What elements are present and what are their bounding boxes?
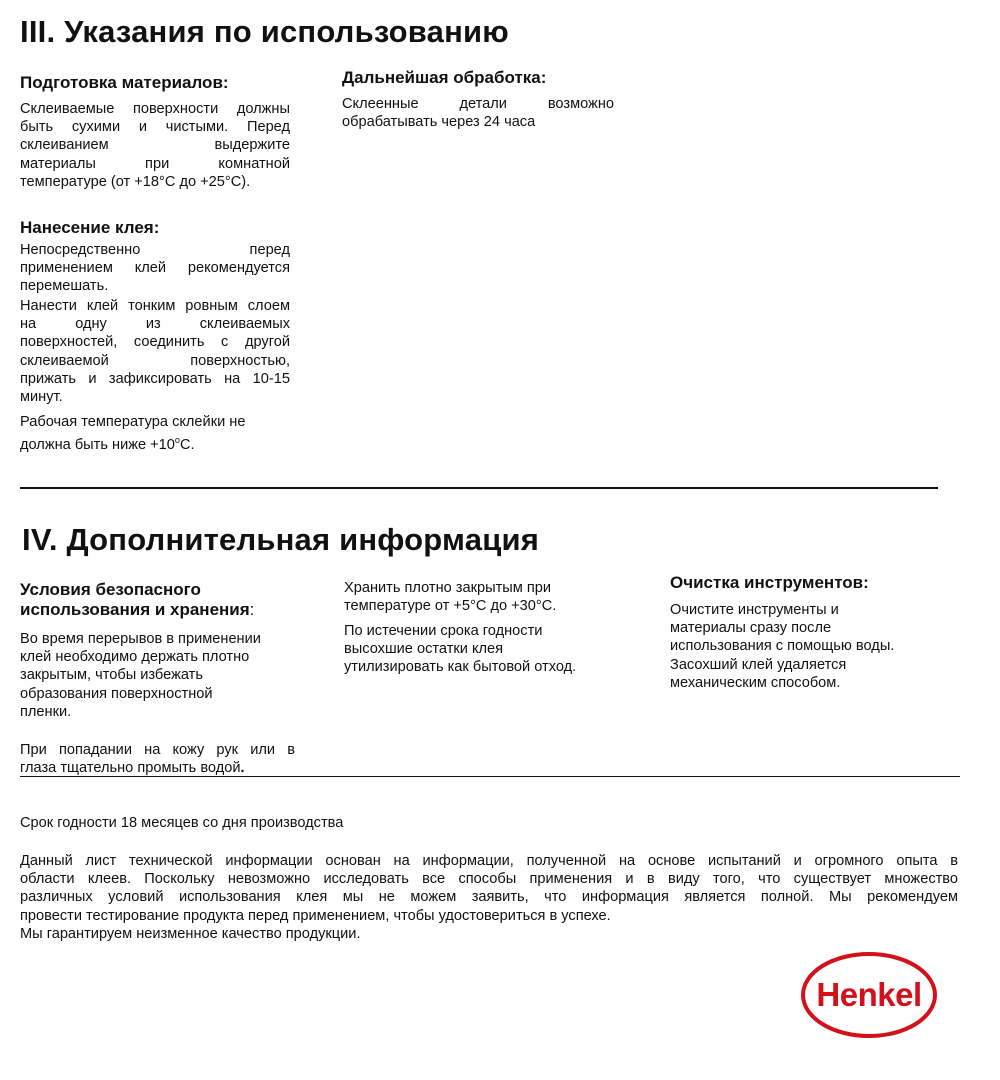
prep-line: Склеиваемые поверхности должны: [20, 101, 290, 117]
safety-heading-colon: :: [249, 600, 255, 619]
cleaning-text: [670, 601, 940, 692]
apply-line: перемешать.: [20, 278, 109, 295]
storage-line: По истечении срока годности: [344, 623, 543, 639]
prep-line: температуре (от +18°С до +25°С).: [20, 173, 251, 190]
apply-line: прижать и зафиксировать на 10-15: [20, 370, 290, 387]
prep-line: склеиванием выдержите: [20, 137, 290, 154]
safety-text-2: [20, 741, 295, 777]
apply-line: Непосредственно перед: [20, 242, 290, 258]
safety-line: [20, 759, 295, 777]
disclaimer-line: области клеев. Поскольку невозможно исследовать все способы применения и в виду того, что существует множество: [20, 871, 958, 888]
apply-line: Нанести клей тонким ровным слоем: [20, 298, 290, 314]
cleaning-line: Засохший клей удаляется: [670, 656, 847, 673]
storage-text-1: [344, 579, 614, 615]
storage-line: температуре от +5°С до +30°С.: [344, 598, 557, 615]
apply-line: на одну из склеиваемых: [20, 316, 290, 333]
section-divider: [20, 487, 938, 489]
apply-line: поверхностей, соединить с другой: [20, 334, 290, 351]
disclaimer-line: провести тестирование продукта перед применением, чтобы удостовериться в успехе.: [20, 907, 611, 924]
further-text: [342, 95, 614, 131]
prep-line: материалы при комнатной: [20, 155, 290, 172]
safety-heading: [20, 580, 310, 620]
cleaning-line: использования с помощью воды.: [670, 638, 895, 655]
safety-line: клей необходимо держать плотно: [20, 649, 250, 666]
prep-heading: Подготовка материалов:: [20, 73, 229, 92]
apply-line: Рабочая температура склейки не: [20, 414, 246, 430]
safety-line-text: глаза тщательно промыть водой: [20, 760, 241, 777]
safety-line-period: .: [240, 760, 245, 777]
apply-line: [20, 431, 290, 454]
safety-line: пленки.: [20, 703, 72, 720]
logo-wordmark: Henkel: [816, 976, 922, 1013]
apply-line: применением клей рекомендуется: [20, 260, 290, 277]
cleaning-line: материалы сразу после: [670, 620, 832, 637]
apply-text-3: [20, 413, 290, 454]
cleaning-line: механическим способом.: [670, 674, 841, 691]
disclaimer-line: различных условий использования клея мы не можем заявить, что информация является полной. Мы рекомендуем: [20, 889, 958, 906]
safety-heading-line: [20, 600, 310, 620]
apply-heading: Нанесение клея:: [20, 218, 160, 237]
further-line: Склеенные детали возможно: [342, 96, 614, 112]
cleaning-heading: Очистка инструментов:: [670, 573, 869, 592]
bottom-divider: [20, 776, 960, 777]
further-line: обрабатывать через 24 часа: [342, 114, 536, 131]
temperature-unit: С.: [179, 437, 195, 454]
section-3-title: III. Указания по использованию: [20, 14, 509, 49]
safety-line: образования поверхностной: [20, 685, 213, 702]
prep-text: [20, 100, 290, 191]
disclaimer-text: [20, 852, 958, 943]
guarantee-line: Мы гарантируем неизменное качество продукции.: [20, 925, 361, 942]
apply-line: склеиваемой поверхностью,: [20, 352, 290, 369]
apply-line: минут.: [20, 389, 63, 406]
shelf-life-text: Срок годности 18 месяцев со дня производства: [20, 815, 344, 831]
storage-line: утилизировать как бытовой отход.: [344, 659, 577, 676]
safety-text-1: [20, 630, 295, 721]
cleaning-line: Очистите инструменты и: [670, 602, 839, 618]
safety-heading-text: использования и хранения: [20, 600, 250, 619]
section-4-title: IV. Дополнительная информация: [22, 522, 539, 557]
safety-line: При попадании на кожу рук или в: [20, 742, 295, 758]
henkel-logo: [800, 951, 938, 1039]
disclaimer-line: Данный лист технической информации основан на информации, полученной на основе испытаний и огромного опыта в: [20, 853, 958, 869]
further-heading: Дальнейшая обработка:: [342, 68, 547, 87]
degree-superscript: o: [174, 435, 180, 446]
apply-text-1: [20, 241, 290, 296]
temperature-text: должна быть ниже +10: [20, 437, 175, 454]
storage-line: высохшие остатки клея: [344, 641, 504, 658]
storage-line: Хранить плотно закрытым при: [344, 580, 552, 596]
safety-line: Во время перерывов в применении: [20, 631, 261, 647]
safety-heading-line: Условия безопасного: [20, 580, 201, 599]
apply-text-2: [20, 297, 290, 406]
prep-line: быть сухими и чистыми. Перед: [20, 119, 290, 136]
storage-text-2: [344, 622, 614, 677]
safety-line: закрытым, чтобы избежать: [20, 667, 203, 684]
